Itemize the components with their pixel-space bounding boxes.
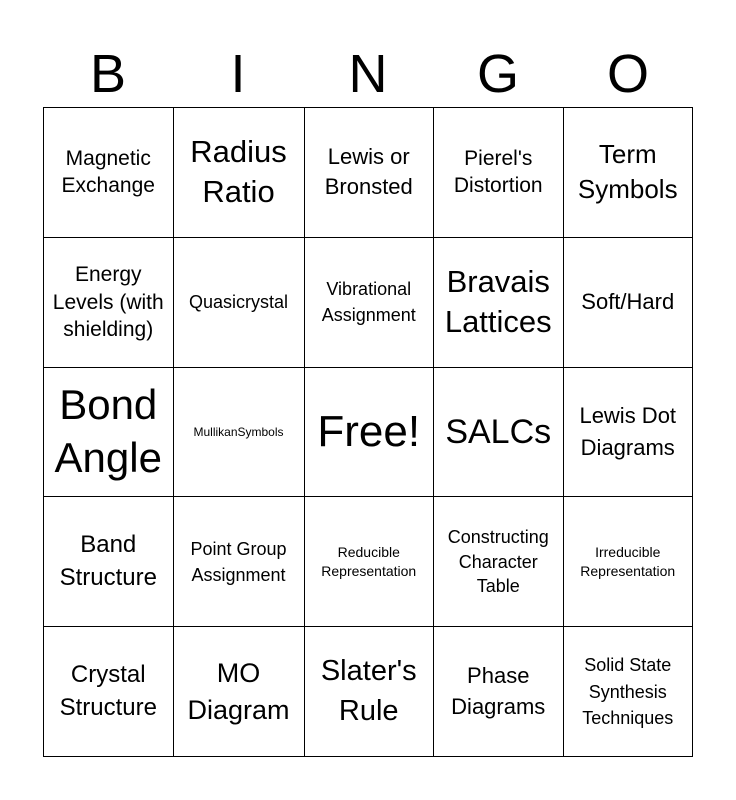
cell-text: Constructing Character Table bbox=[447, 527, 549, 596]
cell-text: Lewis or Bronsted bbox=[324, 143, 413, 200]
bingo-cell[interactable] bbox=[564, 368, 694, 498]
bingo-cell[interactable] bbox=[174, 497, 305, 627]
bingo-cell[interactable] bbox=[174, 627, 305, 757]
bingo-cell[interactable] bbox=[44, 368, 174, 498]
bingo-cell[interactable] bbox=[174, 238, 305, 368]
cell-text: Vibrational Assignment bbox=[321, 279, 416, 326]
bingo-cell[interactable] bbox=[434, 627, 564, 757]
bingo-cell[interactable] bbox=[174, 108, 305, 238]
cell-text: Bravais Lattices bbox=[444, 263, 552, 340]
cell-text: Soft/Hard bbox=[581, 288, 675, 314]
header-letter-g: G bbox=[476, 44, 519, 104]
cell-text: Bond Angle bbox=[54, 381, 162, 481]
bingo-header bbox=[43, 40, 693, 108]
bingo-cell[interactable] bbox=[174, 368, 305, 498]
bingo-cell[interactable] bbox=[564, 108, 694, 238]
bingo-board bbox=[43, 107, 693, 757]
cell-text: Pierel's Distortion bbox=[453, 147, 543, 198]
cell-text: Point Group Assignment bbox=[190, 538, 287, 585]
header-letter-b: B bbox=[89, 44, 127, 104]
cell-text: MullikanSymbols bbox=[193, 424, 284, 439]
bingo-cell[interactable] bbox=[564, 238, 694, 368]
cell-text: SALCs bbox=[445, 412, 552, 451]
cell-text: Free! bbox=[317, 406, 421, 456]
bingo-cell[interactable] bbox=[305, 497, 435, 627]
cell-text: MO Diagram bbox=[187, 658, 290, 725]
bingo-cell[interactable] bbox=[434, 497, 564, 627]
bingo-cell[interactable] bbox=[44, 627, 174, 757]
cell-text: Energy Levels (with shielding) bbox=[52, 263, 164, 341]
cell-text: Band Structure bbox=[59, 531, 157, 591]
header-letter-i: I bbox=[230, 44, 246, 104]
bingo-cell[interactable] bbox=[305, 627, 435, 757]
cell-text: Lewis Dot Diagrams bbox=[579, 403, 677, 460]
cell-text: Slater's Rule bbox=[320, 655, 417, 727]
bingo-cell[interactable] bbox=[305, 108, 435, 238]
header-letter-n: N bbox=[348, 44, 388, 104]
bingo-cell[interactable] bbox=[434, 368, 564, 498]
cell-text: Irreducible Representation bbox=[580, 543, 676, 579]
bingo-cell[interactable] bbox=[44, 108, 174, 238]
cell-text: Term Symbols bbox=[577, 139, 678, 205]
cell-text: Quasicrystal bbox=[188, 292, 289, 313]
cell-text: Reducible Representation bbox=[321, 543, 417, 579]
cell-text: Magnetic Exchange bbox=[61, 147, 155, 198]
cell-text: Phase Diagrams bbox=[451, 662, 546, 719]
bingo-cell[interactable] bbox=[434, 238, 564, 368]
bingo-cell[interactable] bbox=[305, 238, 435, 368]
bingo-cell[interactable] bbox=[434, 108, 564, 238]
bingo-cell[interactable] bbox=[44, 497, 174, 627]
free-space-cell[interactable] bbox=[305, 368, 435, 498]
cell-text: Radius Ratio bbox=[190, 134, 287, 210]
header-letter-o: O bbox=[606, 44, 649, 104]
cell-text: Solid State Synthesis Techniques bbox=[582, 655, 674, 728]
bingo-cell[interactable] bbox=[564, 497, 694, 627]
cell-text: Crystal Structure bbox=[59, 661, 157, 721]
bingo-cell[interactable] bbox=[564, 627, 694, 757]
bingo-cell[interactable] bbox=[44, 238, 174, 368]
